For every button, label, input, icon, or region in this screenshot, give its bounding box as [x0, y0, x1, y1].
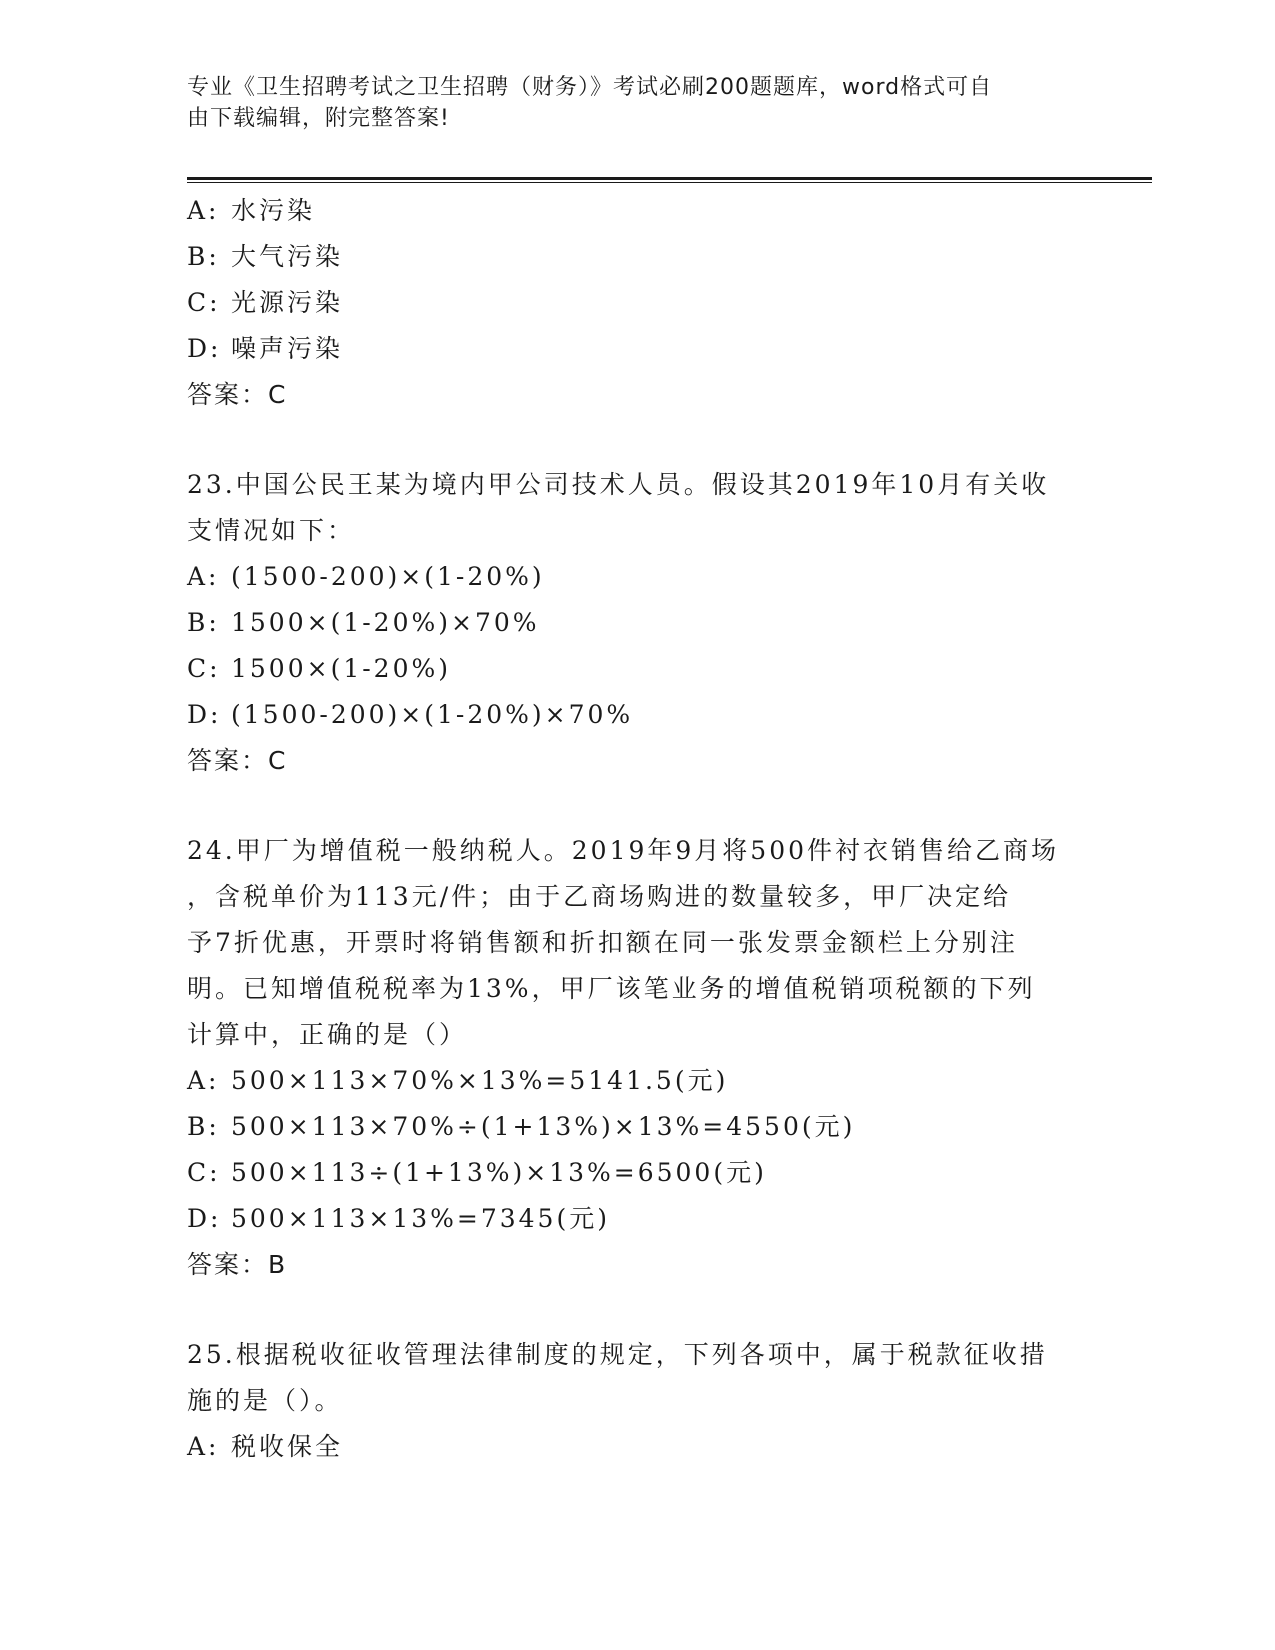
document-header [187, 72, 1067, 134]
question-stem-line: 计算中，正确的是（） [187, 1020, 468, 1049]
option-text: 大气污染 [231, 242, 344, 271]
option-label: D: [187, 1204, 222, 1233]
option-c [187, 1150, 1087, 1196]
option-label: D: [187, 700, 222, 729]
option-label: A: [187, 1432, 220, 1461]
option-label: B: [187, 608, 220, 637]
option-text: (1500-200)×(1-20%)×70% [231, 700, 634, 729]
question-22 [187, 188, 1087, 418]
header-line-1: 专业《卫生招聘考试之卫生招聘（财务）》考试必刷200题题库，word格式可自 [187, 75, 993, 100]
option-label: B: [187, 242, 220, 271]
option-text: 500×113×13%=7345(元) [231, 1204, 610, 1233]
option-text: 500×113÷(1+13%)×13%=6500(元) [231, 1158, 767, 1187]
option-text: 光源污染 [231, 288, 344, 317]
question-stem-line: 24.甲厂为增值税一般纳税人。2019年9月将500件衬衣销售给乙商场 [187, 836, 1060, 865]
question-stem-line: 23.中国公民王某为境内甲公司技术人员。假设其2019年10月有关收 [187, 470, 1050, 499]
option-label: C: [187, 1158, 221, 1187]
question-stem-line: ，含税单价为113元/件；由于乙商场购进的数量较多，甲厂决定给 [187, 882, 1012, 911]
question-25 [187, 1332, 1087, 1470]
option-a [187, 188, 1087, 234]
option-label: A: [187, 562, 220, 591]
answer: 答案：B [187, 1250, 288, 1279]
option-text: 噪声污染 [231, 334, 344, 363]
question-stem-line: 予7折优惠，开票时将销售额和折扣额在同一张发票金额栏上分别注 [187, 928, 1018, 957]
option-label: A: [187, 1066, 220, 1095]
option-text: (1500-200)×(1-20%) [231, 562, 545, 591]
option-label: C: [187, 288, 221, 317]
document-body [187, 188, 1087, 1470]
option-label: C: [187, 654, 221, 683]
option-d [187, 1196, 1087, 1242]
question-stem-line: 25.根据税收征收管理法律制度的规定，下列各项中，属于税款征收措 [187, 1340, 1048, 1369]
question-stem-line: 明。已知增值税税率为13%，甲厂该笔业务的增值税销项税额的下列 [187, 974, 1036, 1003]
option-b [187, 600, 1087, 646]
option-b [187, 234, 1087, 280]
header-rule-thin [187, 182, 1152, 183]
option-text: 500×113×70%×13%=5141.5(元) [231, 1066, 729, 1095]
option-a [187, 1424, 1087, 1470]
option-d [187, 326, 1087, 372]
option-label: A: [187, 196, 220, 225]
question-23 [187, 462, 1087, 784]
option-a [187, 1058, 1087, 1104]
option-a [187, 554, 1087, 600]
question-stem-line: 支情况如下： [187, 516, 356, 545]
option-text: 1500×(1-20%)×70% [231, 608, 540, 637]
question-24 [187, 828, 1087, 1288]
option-text: 税收保全 [231, 1432, 344, 1461]
option-c [187, 280, 1087, 326]
header-rule-thick [187, 177, 1152, 180]
header-line-2: 由下载编辑，附完整答案! [187, 106, 450, 131]
option-c [187, 646, 1087, 692]
option-text: 1500×(1-20%) [231, 654, 451, 683]
question-stem-line: 施的是（）。 [187, 1386, 343, 1415]
answer: 答案：C [187, 380, 288, 409]
option-text: 500×113×70%÷(1+13%)×13%=4550(元) [231, 1112, 856, 1141]
answer: 答案：C [187, 746, 288, 775]
option-b [187, 1104, 1087, 1150]
option-text: 水污染 [231, 196, 316, 225]
option-label: D: [187, 334, 222, 363]
option-label: B: [187, 1112, 220, 1141]
option-d [187, 692, 1087, 738]
